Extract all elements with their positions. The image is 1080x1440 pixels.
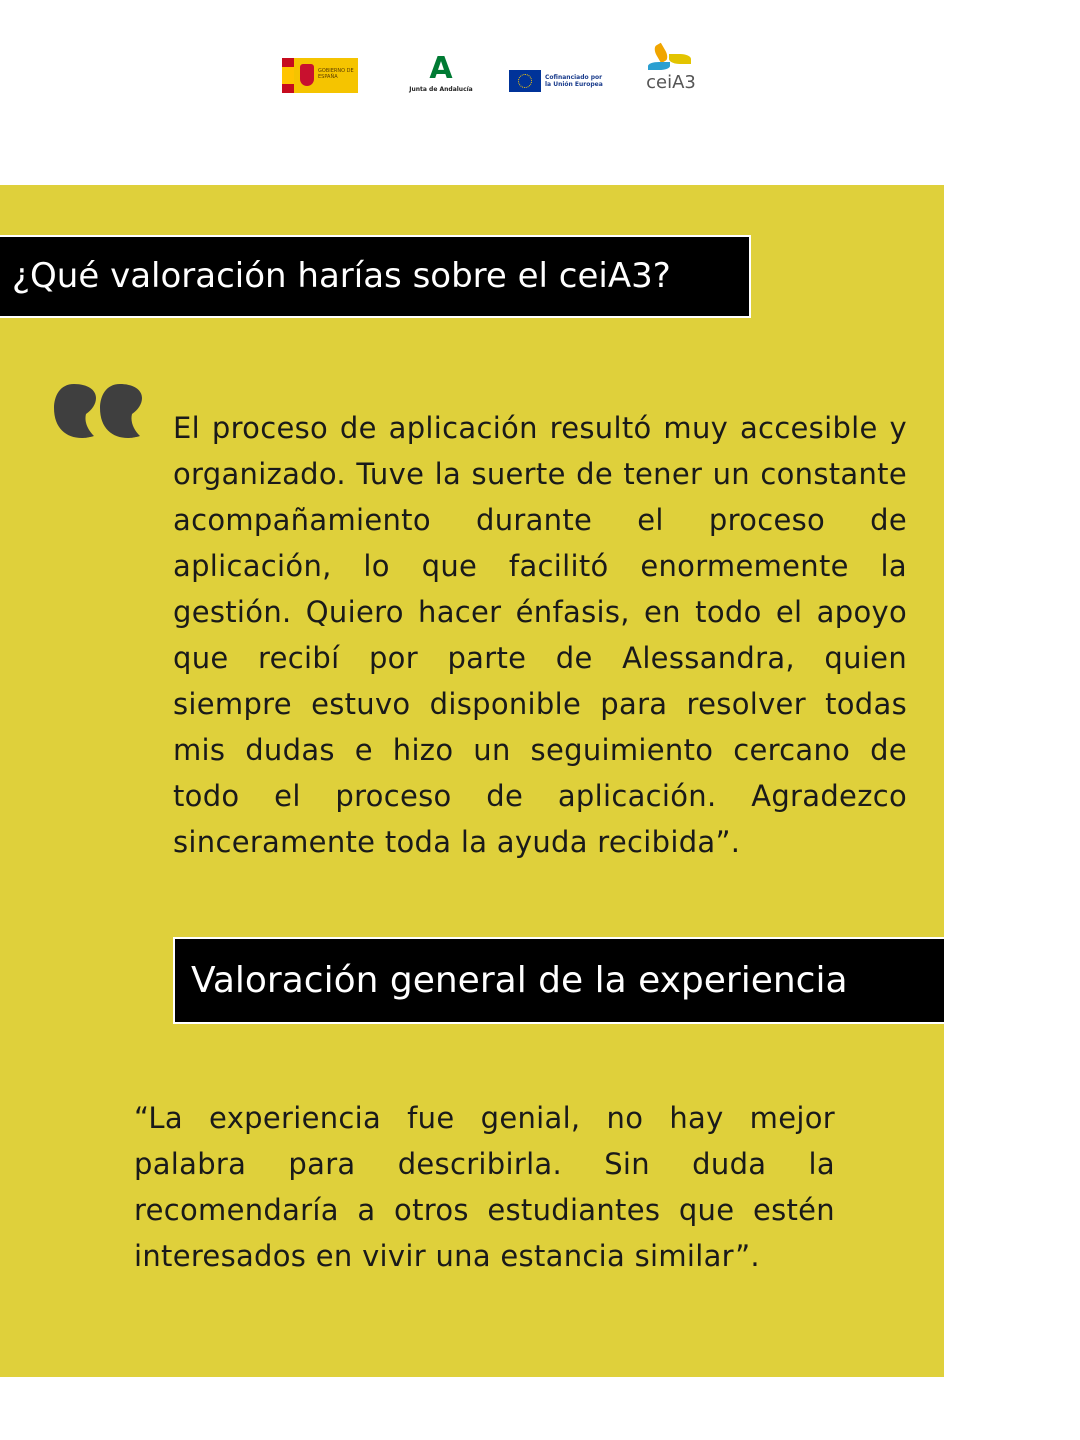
logo-bar xyxy=(0,38,1080,118)
eu-flag-icon xyxy=(509,70,541,92)
quote-mark-icon xyxy=(52,370,144,450)
spain-flag-icon xyxy=(282,58,294,93)
overall-text: “La experiencia fue genial, no hay mejor palabra para describirla. Sin duda la recomendaría a otros estudiantes que estén interesados en vivir una estancia similar”. xyxy=(134,1101,835,1273)
coat-of-arms-icon xyxy=(300,64,314,86)
question-heading: ¿Qué valoración harías sobre el ceiA3? xyxy=(0,235,751,318)
ceia3-logo xyxy=(636,40,706,110)
testimonial-text: El proceso de aplicación resultó muy accesible y organizado. Tuve la suerte de tener un constante acompañamiento durante el proceso de aplicación, lo que facilitó enormemente la gestión. Quiero hacer énfasis, en todo el apoyo que recibí por parte de Alessandra, quien siempre estuvo disponible para resolver todas mis dudas e hizo un seguimiento cercano de todo el proceso de aplicación. Agradezco sinceramente toda la ayuda recibida”. xyxy=(173,411,907,859)
gobierno-text: GOBIERNO DE ESPAÑA xyxy=(318,68,354,80)
overall-heading: Valoración general de la experiencia xyxy=(173,937,946,1024)
andalucia-a-icon: A xyxy=(429,51,453,86)
eu-text-line2: la Unión Europea xyxy=(545,81,603,88)
gobierno-espana-logo xyxy=(282,58,358,93)
eu-cofinanced-logo xyxy=(509,70,609,92)
andalucia-text: Junta de Andalucía xyxy=(409,86,473,93)
ceia3-text: ceiA3 xyxy=(646,72,696,93)
eu-text-line1: Cofinanciado por xyxy=(545,74,603,81)
junta-andalucia-logo xyxy=(406,51,476,94)
